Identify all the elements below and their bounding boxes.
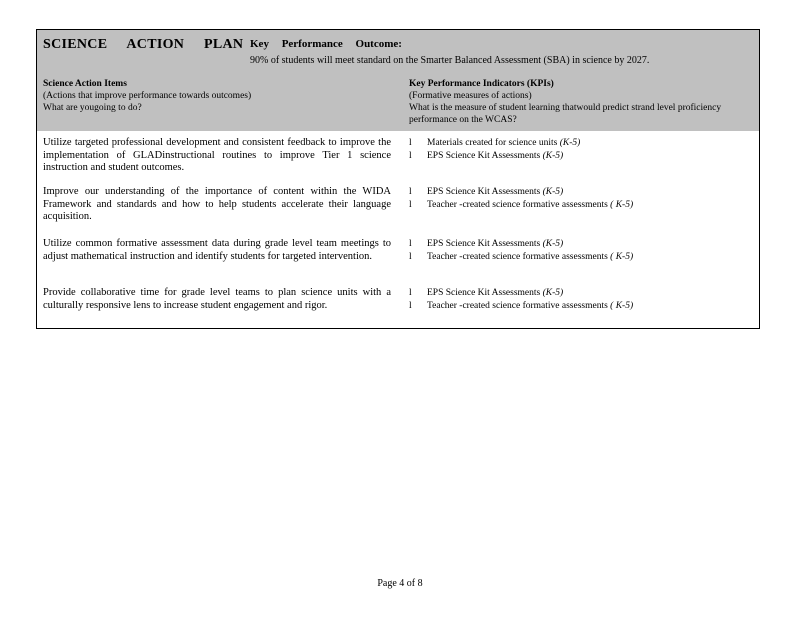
kpi-grade: (K-5) [559,138,581,148]
plan-header [37,30,759,131]
action-items-question: What are yougoing to do? [43,103,142,113]
bullet-icon: l [409,239,412,249]
kpi-item [409,238,754,251]
action-items-column-header [43,78,393,114]
kpi-item [409,137,754,150]
kpi-text: Materials created for science units [427,138,558,148]
plan-title: SCIENCE ACTION PLAN [43,37,244,52]
kpi-grade: (K-5) [542,187,564,197]
action-items-subheading: (Actions that improve performance towards outcomes) [43,91,252,101]
kpi-text: EPS Science Kit Assessments [427,239,541,249]
kpi-item [409,287,754,300]
action-item-text: Utilize targeted professional development and consistent feedback to improve the implementation of GLADinstructional routines to improve Tier 1 science instruction and student outcomes. [43,137,391,173]
kpi-text: EPS Science Kit Assessments [427,187,541,197]
science-action-plan-table [36,29,760,329]
bullet-icon: l [409,300,412,311]
kpi-grade: (K-5) [542,288,564,298]
bullet-icon: l [409,150,412,161]
kpi-list [409,137,754,162]
kpi-item [409,186,754,199]
kpi-list [409,287,754,312]
kpi-text: EPS Science Kit Assessments [427,150,541,161]
key-performance-outcome-label: Key Performance Outcome: [250,38,402,50]
kpi-subheading: (Formative measures of actions) [409,91,532,101]
kpi-text: EPS Science Kit Assessments [427,288,541,298]
kpi-text: Teacher -created science formative assessments [427,251,608,262]
bullet-icon: l [409,199,412,210]
bullet-icon: l [409,288,412,298]
kpi-heading: Key Performance Indicators (KPIs) [409,79,554,89]
page-number: Page 4 of 8 [377,578,423,589]
action-items-heading: Science Action Items [43,79,127,89]
kpi-item [409,300,754,313]
kpi-list [409,238,754,263]
action-item-text: Improve our understanding of the importance of content within the WIDA Framework and standards and how to help students accelerate their language acquisition. [43,186,391,222]
kpi-grade: ( K-5) [610,199,634,210]
kpi-column-header [409,78,754,126]
kpi-item [409,150,754,163]
kpi-grade: ( K-5) [610,251,634,262]
bullet-icon: l [409,251,412,262]
kpi-text: Teacher -created science formative assessments [427,300,608,311]
action-item-text: Provide collaborative time for grade level teams to plan science units with a culturally responsive lens to increase student engagement and rigor. [43,287,391,311]
bullet-icon: l [409,138,412,148]
kpi-item [409,199,754,212]
kpi-grade: (K-5) [542,239,564,249]
action-item-text: Utilize common formative assessment data during grade level team meetings to adjust mathematical instruction and identify students for targeted intervention. [43,238,391,262]
kpi-grade: (K-5) [542,150,564,161]
kpi-question: What is the measure of student learning thatwould predict strand level proficiency performance on the WCAS? [409,103,722,125]
kpi-grade: ( K-5) [610,300,634,311]
kpi-item [409,251,754,264]
key-performance-outcome-text: 90% of students will meet standard on the Smarter Balanced Assessment (SBA) in science by 2027. [250,55,650,66]
kpi-list [409,186,754,211]
bullet-icon: l [409,187,412,197]
kpi-text: Teacher -created science formative assessments [427,199,608,210]
